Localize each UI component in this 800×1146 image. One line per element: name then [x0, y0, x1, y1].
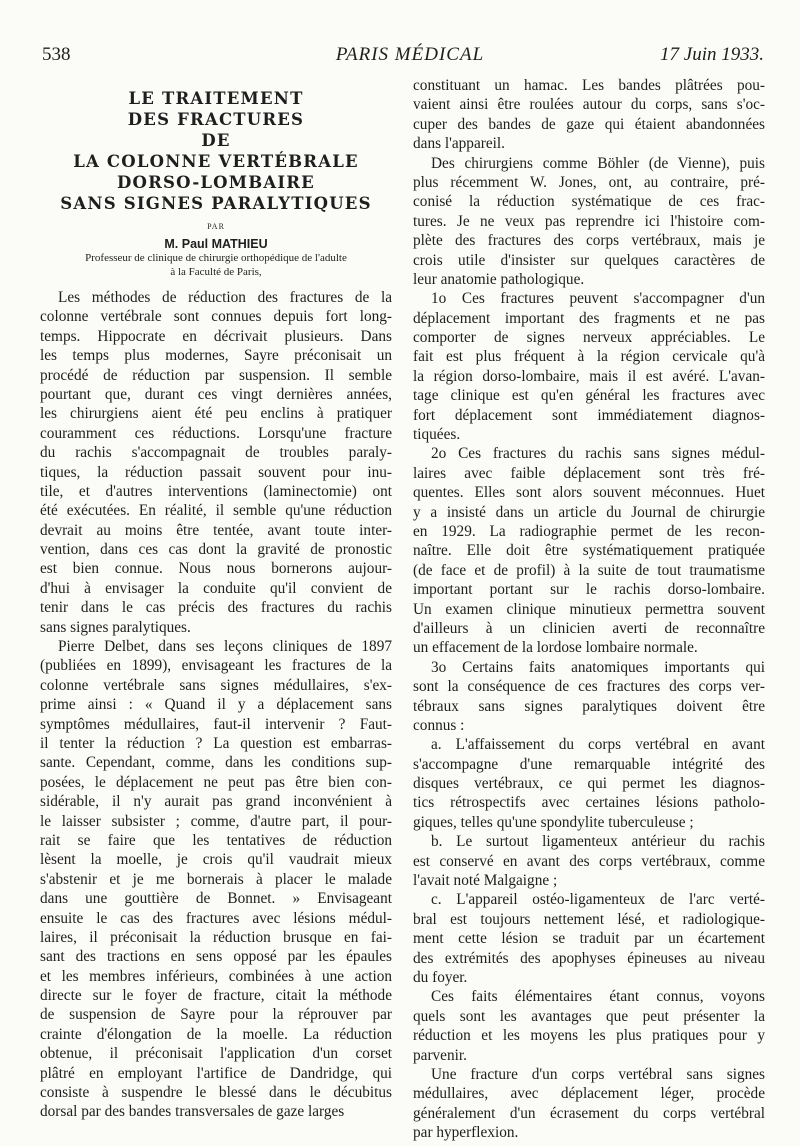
text-line: leur anatomie pathologique. — [413, 270, 585, 288]
text-line: ment cette lésion se traduit par un écartement — [413, 930, 765, 948]
paragraph — [413, 154, 765, 290]
text-line: Pierre Delbet, dans ses leçons cliniques de 1897 — [58, 638, 392, 656]
text-line: temps. Hippocrate en décrivait plusieurs. Dans — [40, 327, 392, 345]
text-line: médullaires, avec déplacement léger, procède — [413, 1085, 765, 1103]
text-line: réduction et les moyens les plus pratiques pour y — [413, 1027, 765, 1045]
text-line: de suspension de Sayre pour la réprouver par — [40, 1006, 392, 1024]
text-line: sans signes paralytiques. — [40, 618, 191, 636]
title-line: SANS SIGNES PARALYTIQUES — [60, 194, 372, 213]
text-line: quels sont les avantages que peut présenter la — [413, 1007, 765, 1025]
text-line: devrait au moins être tentée, avant toute inter- — [40, 521, 392, 539]
title-line: LA COLONNE VERTÉBRALE — [73, 152, 359, 171]
text-line: dorsal par des bandes transversales de gaze larges — [40, 1103, 345, 1121]
text-line: tiquées. — [413, 426, 461, 444]
text-line: fait est plus fréquent à la région cervicale qu'à — [413, 348, 765, 366]
text-line: couramment ces réductions. Lorsqu'une fracture — [40, 424, 392, 442]
text-line: constituant un hamac. Les bandes plâtrées pou- — [413, 77, 765, 94]
text-line: il tenter la réduction ? La question est embarras- — [40, 734, 392, 752]
text-line: naître. Elle doit être systématiquement pratiquée — [413, 542, 765, 560]
paragraph — [40, 288, 392, 637]
paragraph — [413, 444, 765, 657]
text-line: quentes. Elles sont alors souvent méconnues. Huet — [413, 484, 765, 502]
text-line: été exécutées. En réalité, il semble qu'une réduction — [40, 502, 392, 520]
paragraph — [413, 890, 765, 987]
text-line: b. Le surtout ligamenteux antérieur du rachis — [431, 833, 765, 851]
text-line: bral est toujours nettement lésé, et radiologique- — [413, 910, 765, 928]
text-line: plus récemment W. Jones, ont, au contraire, pré- — [413, 173, 765, 191]
right-column — [413, 76, 765, 1142]
text-line: laires, il préconisait la réduction brusque en fai- — [40, 928, 392, 946]
journal-title: PARIS MÉDICAL — [335, 44, 485, 65]
text-line: rait se faire que les tentatives de réduction — [40, 831, 392, 849]
text-line: (de face et de profil) à la suite de tout traumatisme — [413, 561, 765, 579]
text-line: pourtant que, durant ces vingt dernières années, — [40, 385, 392, 403]
text-line: ensuite le cas des fractures avec lésions médul- — [40, 909, 392, 927]
text-line: tébraux sans signes paralytiques doivent être — [413, 697, 765, 715]
text-line: dans une gouttière de Bonnet. » Envisageant — [40, 890, 392, 908]
text-line: s'accompagne d'une remarquable intégrité des — [413, 755, 765, 773]
text-line: giques, telles qu'une spondylite tuberculeuse ; — [413, 813, 694, 831]
text-line: colonne vertébrale sans signes médullaires, s'ex- — [40, 676, 392, 694]
text-line: tics rétrospectifs avec certaines lésions patholo- — [413, 794, 765, 812]
text-line: tile, et d'autres interventions (laminectomie) ont — [40, 482, 392, 500]
text-line: comporter de signes nerveux appréciables. Le — [413, 329, 765, 347]
text-line: un effacement de la lordose lombaire normale. — [413, 639, 698, 657]
text-line: des extrémités des apophyses épineuses au niveau — [413, 949, 765, 967]
text-line: du foyer. — [413, 968, 468, 986]
text-line: plète des fractures des corps vertébraux, mais je — [413, 232, 765, 250]
paragraph — [413, 289, 765, 444]
text-line: plâtré en employant l'artifice de Dandridge, qui — [40, 1064, 392, 1082]
text-line: Un examen clinique minutieux permettra souvent — [413, 600, 765, 618]
text-line: (publiées en 1899), envisageant les fractures de la — [40, 657, 392, 675]
text-line: 1o Ces fractures peuvent s'accompagner d'un — [431, 290, 765, 308]
text-line: tures. Je ne veux pas reprendre ici l'histoire com- — [413, 212, 765, 230]
text-line: disques vertébraux, ce qui permet les diagnos- — [413, 775, 765, 793]
text-line: la région dorso-lombaire, mais il est avéré. L'avan- — [413, 367, 765, 385]
text-line: y a insisté dans un article du Journal de chirurgie — [413, 503, 765, 521]
text-line: déplacement important des fragments et ne pas — [413, 309, 765, 327]
text-line: important portant sur le rachis dorso-lombaire. — [413, 581, 765, 599]
text-line: les temps plus modernes, Sayre préconisait un — [40, 347, 392, 365]
article-title-block — [40, 88, 392, 279]
text-line: prime ainsi : « Quand il y a déplacement sans — [40, 696, 392, 714]
text-line: d'hui à envisager la conduite qu'il convient de — [40, 579, 392, 597]
text-line: s'abstenir et je me bornerais à placer le malade — [40, 870, 392, 888]
text-line: du rachis s'accompagnait de troubles paraly- — [40, 444, 392, 462]
text-line: laires avec faible déplacement sont très fré- — [413, 464, 765, 482]
paragraph — [413, 1065, 765, 1143]
text-line: crois utile d'insister sur quelques caractères de — [413, 251, 765, 269]
text-line: généralement d'un écrasement du corps vertébral — [413, 1104, 765, 1122]
text-line: a. L'affaissement du corps vertébral en avant — [431, 736, 765, 754]
text-line: d'ailleurs à un clinicien averti de reconnaître — [413, 619, 765, 637]
text-line: le laisser subsister ; comme, d'autre part, il pour- — [40, 812, 392, 830]
text-line: Les méthodes de réduction des fractures de la — [58, 289, 392, 306]
text-line: tage clinique est qu'en général les fractures avec — [413, 387, 765, 405]
paragraph — [413, 658, 765, 736]
text-line: sante. Cependant, comme, dans les conditions sup- — [40, 754, 392, 772]
page-number: 538 — [42, 44, 71, 65]
paragraph — [413, 735, 765, 832]
title-line: DE — [201, 131, 231, 150]
text-line: posées, le déplacement ne peut pas être bien con- — [40, 773, 392, 791]
text-line: symptômes médullaires, faut-il intervenir ? Faut- — [40, 715, 392, 733]
text-line: Une fracture d'un corps vertébral sans signes — [431, 1065, 765, 1083]
text-line: en 1929. La radiographie permet de les recon- — [413, 522, 765, 540]
title-line: DORSO-LOMBAIRE — [117, 173, 315, 192]
text-line: tiques, la réduction passait souvent pour inu- — [40, 463, 392, 481]
issue-date: 17 Juin 1933. — [660, 44, 764, 65]
paragraph — [413, 76, 765, 154]
text-line: sont la conséquence de ces fractures des corps ver- — [413, 678, 765, 696]
text-line: fort déplacement sont immédiatement diagnos- — [413, 406, 765, 424]
text-line: et les membres inférieurs, combinées à une action — [40, 967, 392, 985]
title-line: DES FRACTURES — [127, 110, 305, 129]
text-line: Des chirurgiens comme Böhler (de Vienne), puis — [431, 154, 765, 172]
text-line: colonne vertébrale sont connues depuis fort long- — [40, 308, 392, 326]
text-line: procédé de réduction par suspension. Il semble — [40, 366, 392, 384]
author-affiliation: à la Faculté de Paris, — [170, 266, 262, 278]
text-line: consiste à suspendre le blessé dans le décubitus — [40, 1084, 392, 1102]
text-line: par hyperflexion. — [413, 1124, 519, 1142]
text-line: 2o Ces fractures du rachis sans signes médul- — [431, 445, 765, 463]
text-line: sidérable, il n'y aurait pas grand inconvénient à — [40, 793, 392, 811]
text-line: les chirurgiens aient été peu enclins à pratiquer — [40, 405, 392, 423]
text-line: connus : — [413, 716, 465, 734]
title-line: LE TRAITEMENT — [128, 89, 304, 108]
author-name: M. Paul MATHIEU — [164, 237, 268, 251]
text-line: Ces faits élémentaires étant connus, voyons — [431, 988, 765, 1006]
paragraph — [413, 832, 765, 890]
text-line: 3o Certains faits anatomiques importants qui — [431, 658, 765, 676]
text-line: sant des tractions en sens opposé par les épaules — [40, 948, 392, 966]
paragraph — [40, 637, 392, 1122]
text-line: dans l'appareil. — [413, 135, 505, 153]
text-line: cuper des bandes de gaze qui étaient abandonnées — [413, 115, 765, 133]
paragraph — [413, 987, 765, 1065]
text-line: l'avait noté Malgaigne ; — [413, 872, 558, 890]
text-line: est bien connue. Nous nous bornerons aujour- — [40, 560, 392, 578]
text-line: est conservé en avant des corps vertébraux, comme — [413, 852, 765, 870]
author-affiliation: Professeur de clinique de chirurgie orthopédique de l'adulte — [85, 252, 347, 264]
text-line: vaient ainsi être roulées autour du corps, sans s'oc- — [413, 96, 765, 114]
text-line: parvenir. — [413, 1046, 467, 1064]
by-label: PAR — [207, 222, 225, 231]
text-line: vention, dans ces cas dont la gravité de pronostic — [40, 541, 392, 559]
left-column — [40, 288, 392, 1122]
text-line: conisé la réduction systématique de ces frac- — [413, 193, 765, 211]
text-line: c. L'appareil ostéo-ligamenteux de l'arc verté- — [431, 891, 765, 909]
text-line: tenir dans le cas précis des fractures du rachis — [40, 599, 392, 617]
text-line: crainte d'élongation de la moelle. La réduction — [40, 1025, 392, 1043]
text-line: directe sur le foyer de fracture, citait la méthode — [40, 987, 392, 1005]
text-line: lèsent la moelle, je crois qu'il vaudrait mieux — [40, 851, 392, 869]
text-line: obtenue, il préconisait l'application d'un corset — [40, 1045, 392, 1063]
